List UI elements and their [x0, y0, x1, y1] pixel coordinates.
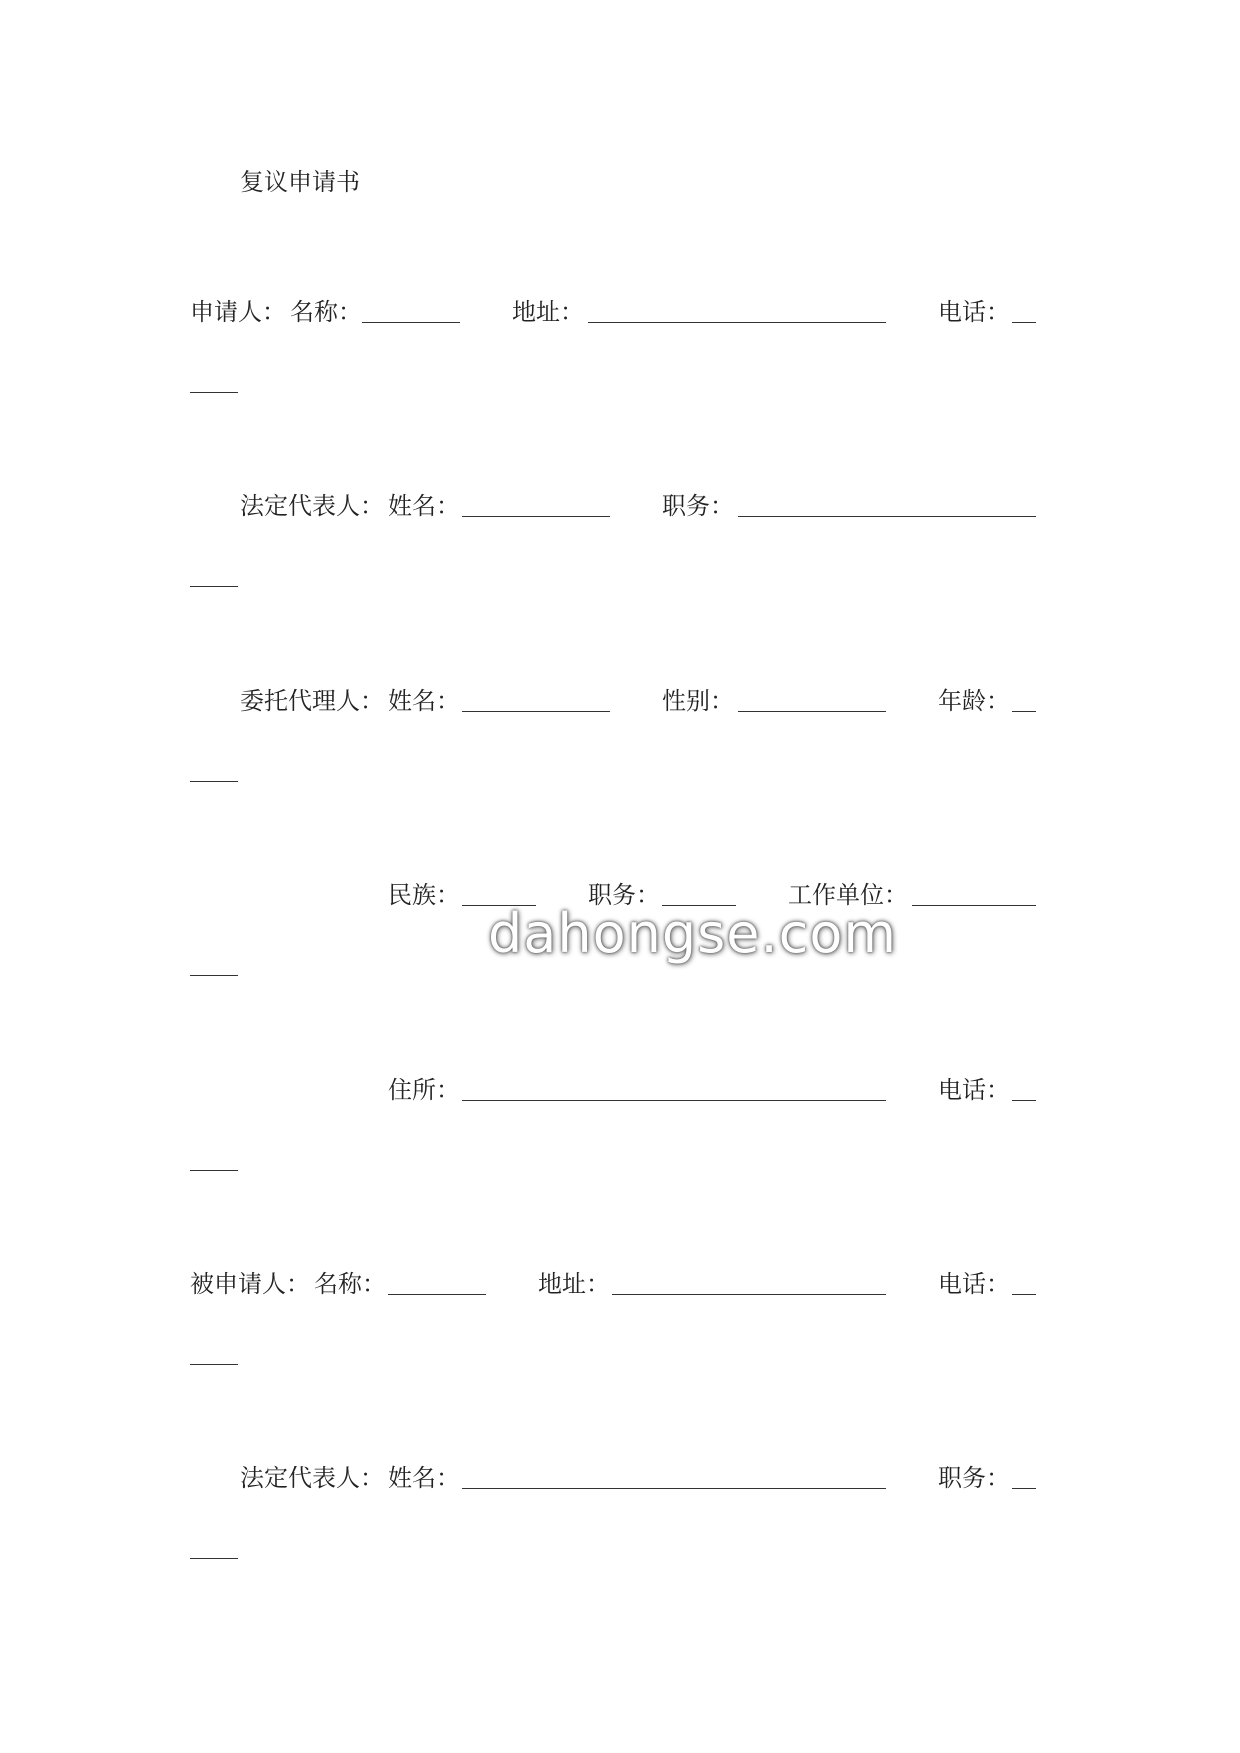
document-title: 复议申请书	[240, 168, 360, 196]
respondent-phone-label: 电话：	[938, 1270, 1010, 1298]
applicant-legal-rep-position-label: 职务：	[662, 492, 734, 520]
applicant-phone-label: 电话：	[938, 298, 1010, 326]
agent-age-field[interactable]	[1012, 711, 1036, 712]
applicant-phone-field-continued	[190, 362, 238, 402]
agent-gender-field[interactable]	[738, 711, 886, 712]
respondent-legal-rep-position-label: 职务：	[938, 1464, 1010, 1492]
applicant-phone-field[interactable]	[1012, 322, 1036, 323]
agent-employer-field[interactable]	[912, 905, 1036, 906]
agent-phone-field-continued	[190, 1140, 238, 1180]
respondent-legal-rep-position-field-continued	[190, 1528, 238, 1568]
applicant-legal-rep-position-field[interactable]	[738, 516, 1036, 517]
applicant-legal-rep-position-field-continued	[190, 556, 238, 596]
respondent-legal-rep-name-field[interactable]	[462, 1488, 886, 1489]
agent-employer-label: 工作单位：	[788, 881, 908, 909]
agent-gender-label: 性别：	[662, 687, 734, 715]
respondent-phone-field-continued	[190, 1334, 238, 1374]
applicant-legal-rep-row	[190, 486, 1040, 526]
respondent-address-field[interactable]	[612, 1294, 886, 1295]
respondent-address-label: 地址：	[538, 1270, 610, 1298]
agent-residence-label: 住所：	[388, 1076, 460, 1104]
applicant-row	[190, 292, 1040, 332]
agent-ethnicity-label: 民族：	[388, 881, 460, 909]
applicant-name-field[interactable]	[362, 322, 460, 323]
applicant-legal-rep-label: 法定代表人：	[240, 492, 384, 520]
applicant-name-label: 名称：	[290, 298, 362, 326]
agent-phone-label: 电话：	[938, 1076, 1010, 1104]
respondent-row	[190, 1264, 1040, 1304]
applicant-label: 申请人：	[190, 298, 286, 326]
agent-phone-field[interactable]	[1012, 1100, 1036, 1101]
applicant-address-label: 地址：	[512, 298, 584, 326]
agent-residence-field[interactable]	[462, 1100, 886, 1101]
applicant-legal-rep-name-label: 姓名：	[388, 492, 460, 520]
applicant-legal-rep-name-field[interactable]	[462, 516, 610, 517]
agent-row	[190, 681, 1040, 721]
watermark: dahongse.com	[488, 902, 897, 965]
respondent-name-field[interactable]	[388, 1294, 486, 1295]
agent-age-field-continued	[190, 751, 238, 791]
respondent-legal-rep-position-field[interactable]	[1012, 1488, 1036, 1489]
applicant-address-field[interactable]	[588, 322, 886, 323]
agent-name-field[interactable]	[462, 711, 610, 712]
respondent-legal-rep-label: 法定代表人：	[240, 1464, 384, 1492]
agent-employer-field-continued	[190, 945, 238, 985]
respondent-phone-field[interactable]	[1012, 1294, 1036, 1295]
respondent-legal-rep-name-label: 姓名：	[388, 1464, 460, 1492]
agent-name-label: 姓名：	[388, 687, 460, 715]
agent-label: 委托代理人：	[240, 687, 384, 715]
respondent-label: 被申请人：	[190, 1270, 310, 1298]
agent-position-label: 职务：	[588, 881, 660, 909]
agent-age-label: 年龄：	[938, 687, 1010, 715]
respondent-legal-rep-row	[190, 1458, 1040, 1498]
agent-residence-row	[190, 1070, 1040, 1110]
respondent-name-label: 名称：	[314, 1270, 386, 1298]
